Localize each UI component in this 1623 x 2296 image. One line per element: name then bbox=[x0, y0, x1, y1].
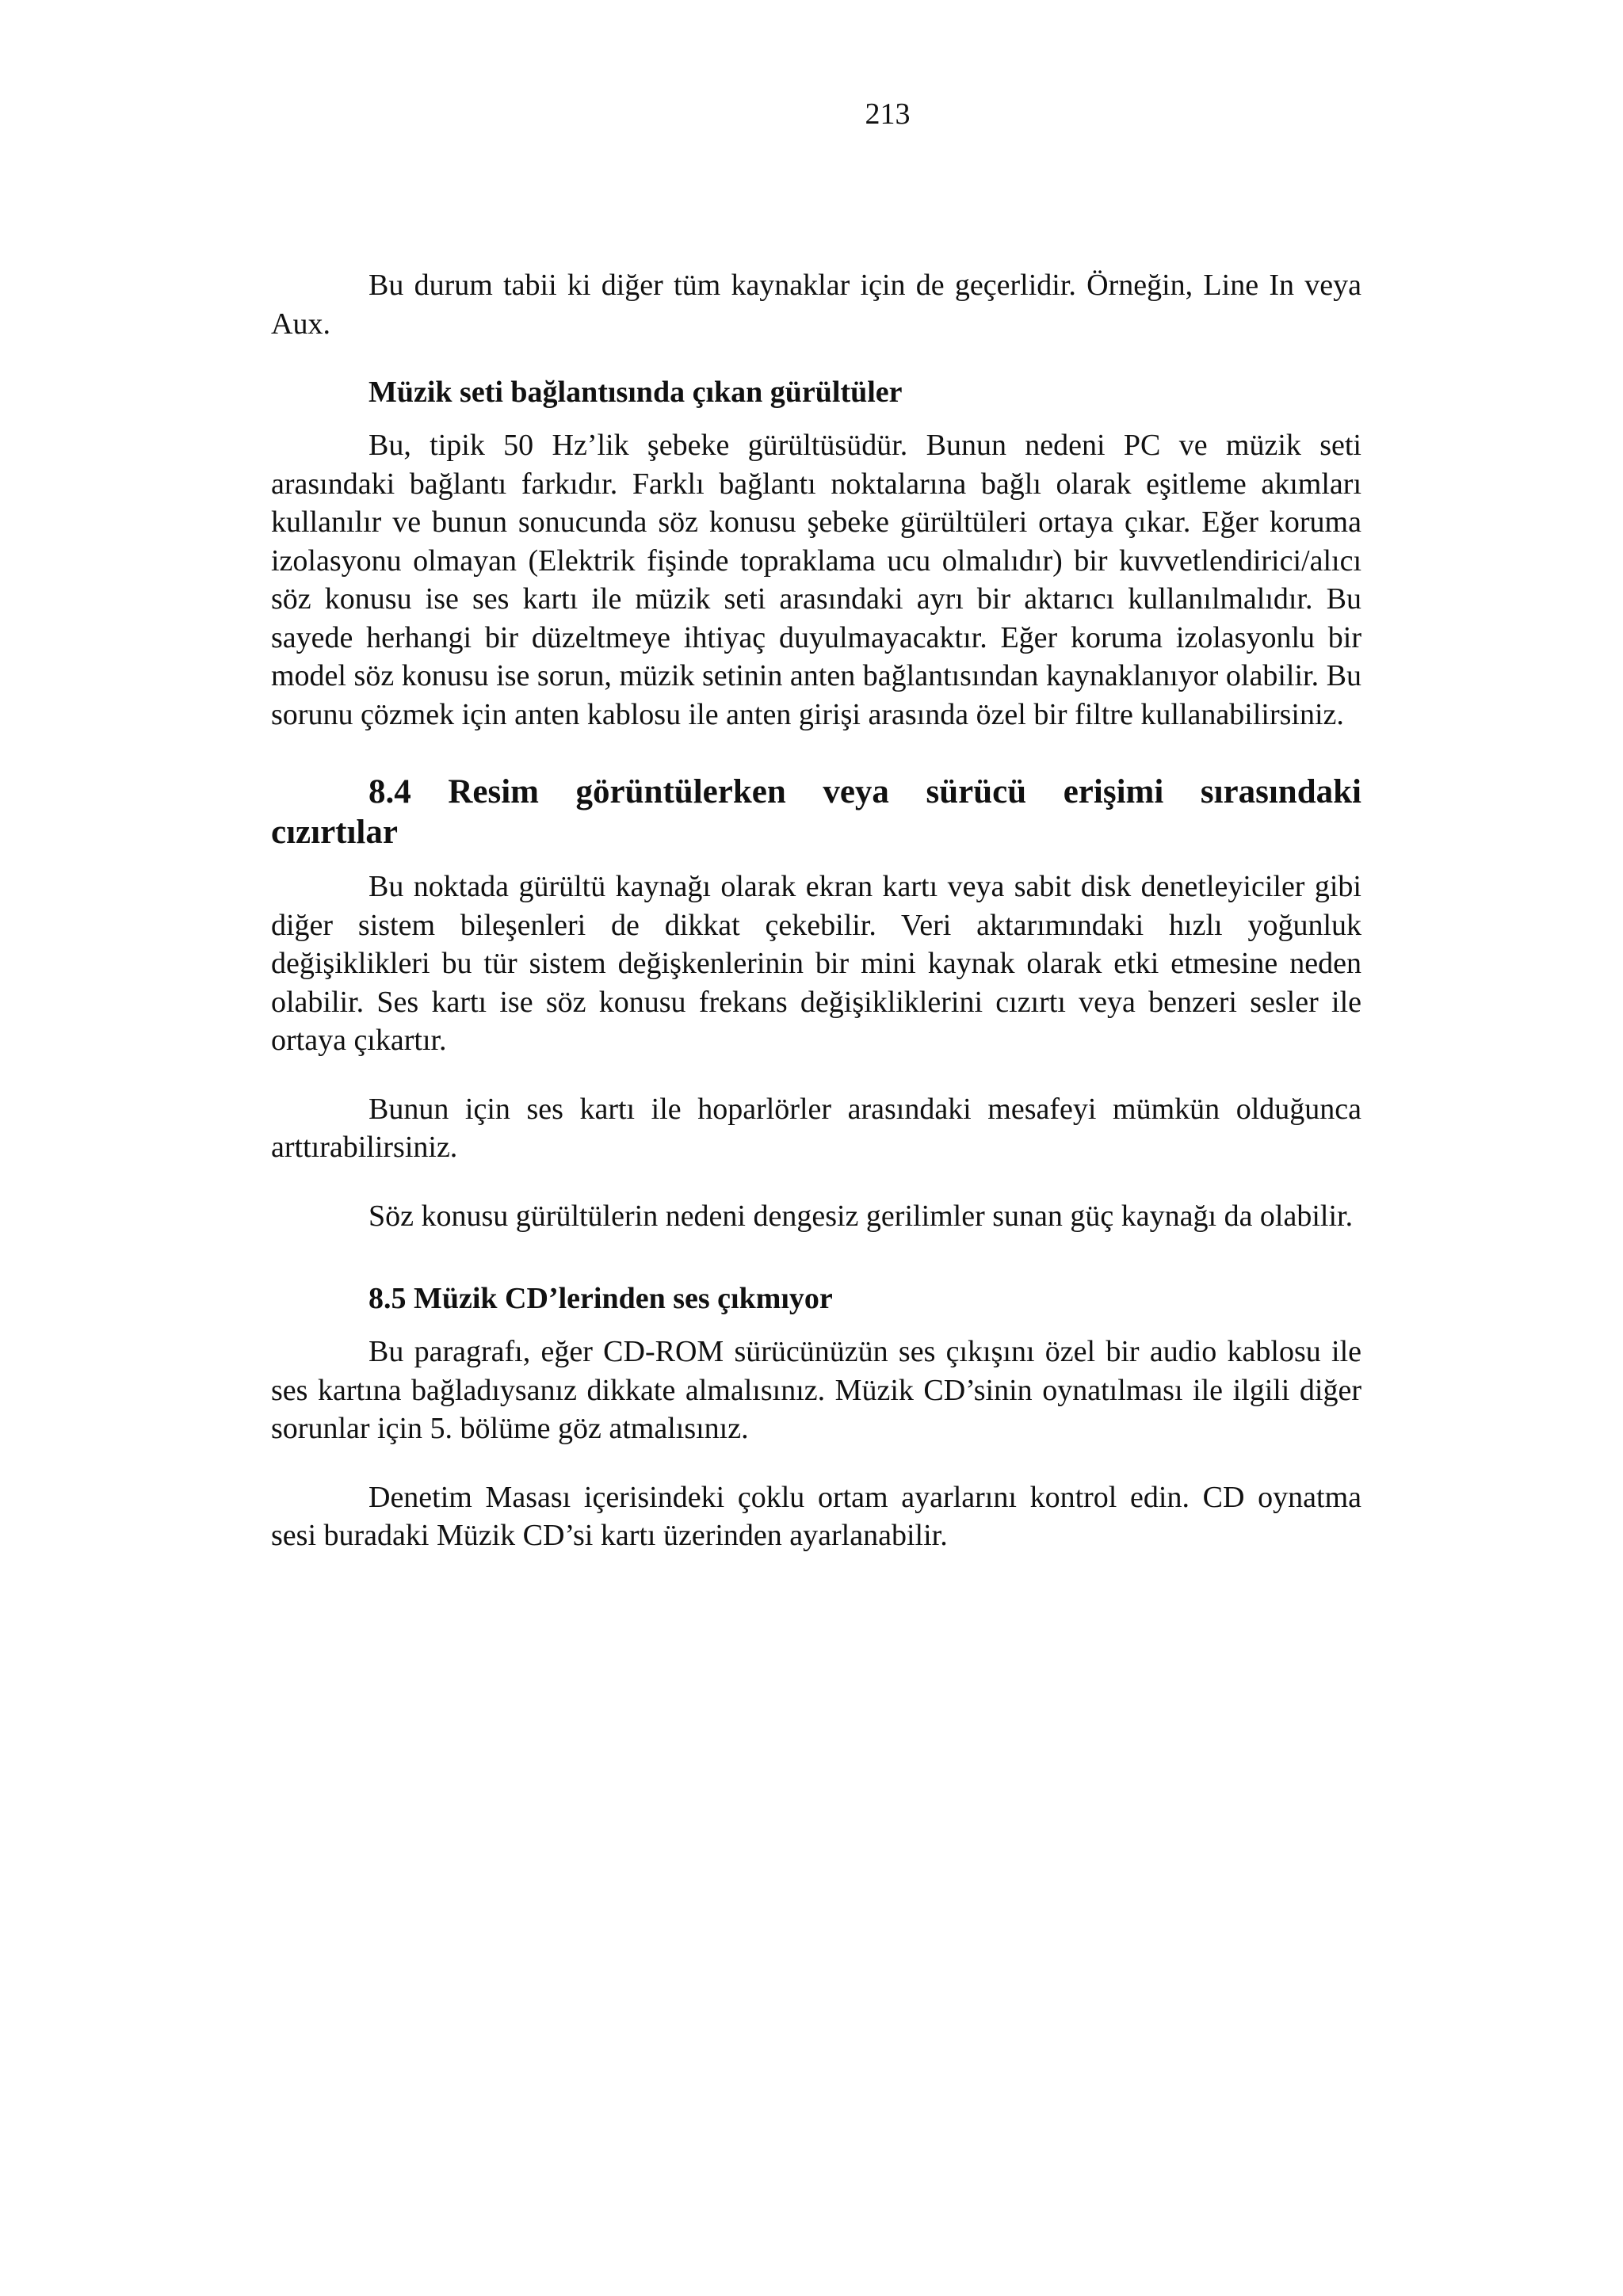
spacer bbox=[271, 1167, 1361, 1197]
section-8-4-paragraph-1: Bu noktada gürültü kaynağı olarak ekran kartı veya sabit disk denetleyiciler gibi diğer sistem bileşenleri de dikkat çekebilir. Veri aktarımındaki hızlı yoğunluk değişiklikleri bu tür sistem değişkenlerinin bir mini kaynak olarak etki etmesine neden olabilir. Ses kartı ise söz konusu frekans değişikliklerini cızırtı veya benzeri sesler ile ortaya çıkartır. bbox=[271, 870, 1361, 1057]
section-8-5-paragraph-1: Bu paragrafı, eğer CD-ROM sürücünüzün ses çıkışını özel bir audio kablosu ile ses kartına bağladıysanız dikkate almalısınız. Müzik CD’sinin oynatılması ile ilgili diğer sorunlar için 5. bölüme göz atmalısınız. bbox=[271, 1335, 1361, 1445]
spacer bbox=[271, 1318, 1361, 1333]
section-8-4-paragraph-2: Bunun için ses kartı ile hoparlörler arasındaki mesafeyi mümkün olduğunca arttırabilirsiniz. bbox=[271, 1092, 1361, 1164]
intro-paragraph: Bu durum tabii ki diğer tüm kaynaklar için de geçerlidir. Örneğin, Line In veya Aux. bbox=[271, 269, 1361, 341]
spacer bbox=[271, 852, 1361, 868]
section-8-5-paragraph-2: Denetim Masası içerisindeki çoklu ortam ayarlarını kontrol edin. CD oynatma sesi buradaki Müzik CD’si kartı üzerinden ayarlanabilir. bbox=[271, 1480, 1361, 1552]
spacer bbox=[271, 343, 1361, 373]
section-8-4-paragraph-3: Söz konusu gürültülerin nedeni dengesiz gerilimler sunan güç kaynağı da olabilir. bbox=[369, 1199, 1354, 1233]
spacer bbox=[271, 734, 1361, 772]
section-8-4-heading: 8.4 Resim görüntülerken veya sürücü erişimi sırasındaki cızırtılar bbox=[271, 773, 1361, 851]
page-body bbox=[271, 266, 1361, 1555]
spacer bbox=[271, 1235, 1361, 1280]
page-number: 213 bbox=[865, 97, 911, 131]
music-set-heading: Müzik seti bağlantısında çıkan gürültüler bbox=[369, 376, 903, 409]
spacer bbox=[271, 411, 1361, 426]
spacer bbox=[271, 1060, 1361, 1090]
section-8-5-heading: 8.5 Müzik CD’lerinden ses çıkmıyor bbox=[369, 1282, 833, 1315]
spacer bbox=[271, 1448, 1361, 1478]
music-set-paragraph: Bu, tipik 50 Hz’lik şebeke gürültüsüdür. Bunun nedeni PC ve müzik seti arasındaki bağlantı farkıdır. Farklı bağlantı noktalarına bağlı olarak eşitleme akımları kullanılır ve bunun sonucunda söz konusu şebeke gürültüleri ortaya çıkar. Eğer koruma izolasyonu olmayan (Elektrik fişinde topraklama ucu olmalıdır) bir kuvvetlendirici/alıcı söz konusu ise ses kartı ile müzik seti arasındaki ayrı bir aktarıcı kullanılmalıdır. Bu sayede herhangi bir düzeltmeye ihtiyaç duyulmayacaktır. Eğer koruma izolasyonlu bir model söz konusu ise sorun, müzik setinin anten bağlantısından kaynaklanıyor olabilir. Bu sorunu çözmek için anten kablosu ile anten girişi arasında özel bir filtre kullanabilirsiniz. bbox=[271, 429, 1361, 731]
